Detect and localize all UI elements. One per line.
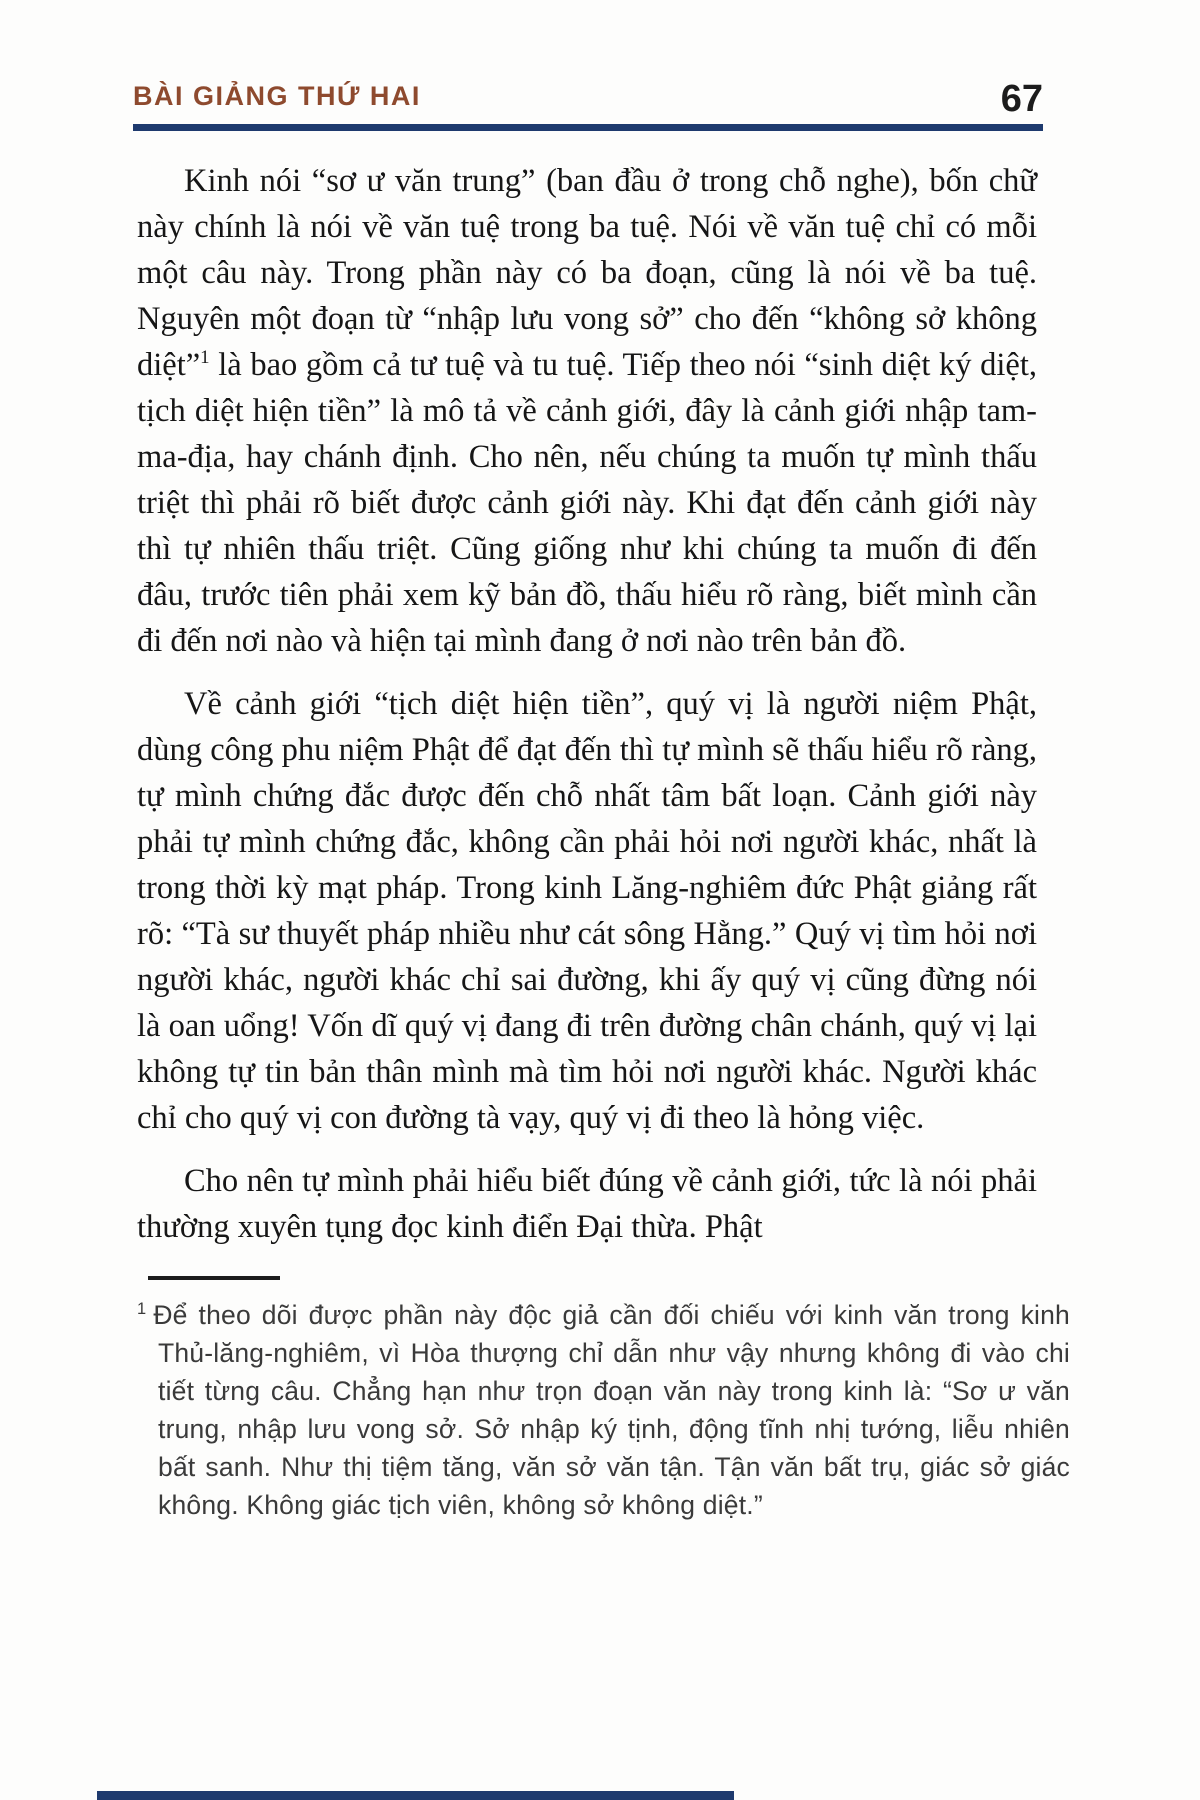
header-rule-divider [133, 124, 1043, 131]
page-header [133, 80, 1043, 122]
page-number: 67 [1000, 78, 1043, 120]
footnote [137, 1296, 1070, 1524]
footnote-marker: 1 [137, 1300, 147, 1319]
footnote-text: Để theo dõi được phần này độc giả cần đối chiếu với kinh văn trong kinh Thủ-lăng-nghiêm, vì Hòa thượng chỉ dẫn như vậy nhưng không đi vào chi tiết từng câu. Chẳng hạn như trọn đoạn văn này trong kinh là: “Sơ ư văn trung, nhập lưu vong sở. Sở nhập ký tịnh, động tĩnh nhị tướng, liễu nhiên bất sanh. Như thị tiệm tăng, văn sở văn tận. Tận văn bất trụ, giác sở giác không. Không giác tịch viên, không sở không diệt.” [153, 1300, 1070, 1520]
footnote-separator-rule [148, 1276, 280, 1280]
paragraph-1-text-before-ref: Kinh nói “sơ ư văn trung” (ban đầu ở trong chỗ nghe), bốn chữ này chính là nói về văn tuệ trong ba tuệ. Nói về văn tuệ chỉ có mỗi một câu này. Trong phần này có ba đoạn, cũng là nói về ba tuệ. Nguyên một đoạn từ “nhập lưu vong sở” cho đến “không sở không diệt” [137, 163, 1037, 383]
paragraph-1-text-after-ref: là bao gồm cả tư tuệ và tu tuệ. Tiếp theo nói “sinh diệt ký diệt, tịch diệt hiện tiền” là mô tả về cảnh giới, đây là cảnh giới nhập tam-ma-địa, hay chánh định. Cho nên, nếu chúng ta muốn tự mình thấu triệt thì phải rõ biết được cảnh giới này. Khi đạt đến cảnh giới này thì tự nhiên thấu triệt. Cũng giống như khi chúng ta muốn đi đến đâu, trước tiên phải xem kỹ bản đồ, thấu hiểu rõ ràng, biết mình cần đi đến nơi nào và hiện tại mình đang ở nơi nào trên bản đồ. [137, 347, 1037, 659]
paragraph-3: Cho nên tự mình phải hiểu biết đúng về cảnh giới, tức là nói phải thường xuyên tụng đọc kinh điển Đại thừa. Phật [137, 1163, 1037, 1245]
paragraph-1 [137, 158, 1037, 664]
body-text [137, 158, 1037, 1250]
running-head-title: BÀI GIẢNG THỨ HAI [133, 81, 421, 111]
paragraph-2: Về cảnh giới “tịch diệt hiện tiền”, quý vị là người niệm Phật, dùng công phu niệm Phật để đạt đến thì tự mình sẽ thấu hiểu rõ ràng, tự mình chứng đắc được đến chỗ nhất tâm bất loạn. Cảnh giới này phải tự mình chứng đắc, không cần phải hỏi nơi người khác, nhất là trong thời kỳ mạt pháp. Trong kinh Lăng-nghiêm đức Phật giảng rất rõ: “Tà sư thuyết pháp nhiều như cát sông Hằng.” Quý vị tìm hỏi nơi người khác, người khác chỉ sai đường, khi ấy quý vị cũng đừng nói là oan uổng! Vốn dĩ quý vị đang đi trên đường chân chánh, quý vị lại không tự tin bản thân mình mà tìm hỏi nơi người khác. Người khác chỉ cho quý vị con đường tà vạy, quý vị đi theo là hỏng việc. [137, 686, 1037, 1136]
page-content [137, 158, 1070, 1524]
footer-rule [97, 1791, 734, 1800]
footnote-ref-1: 1 [200, 347, 210, 369]
